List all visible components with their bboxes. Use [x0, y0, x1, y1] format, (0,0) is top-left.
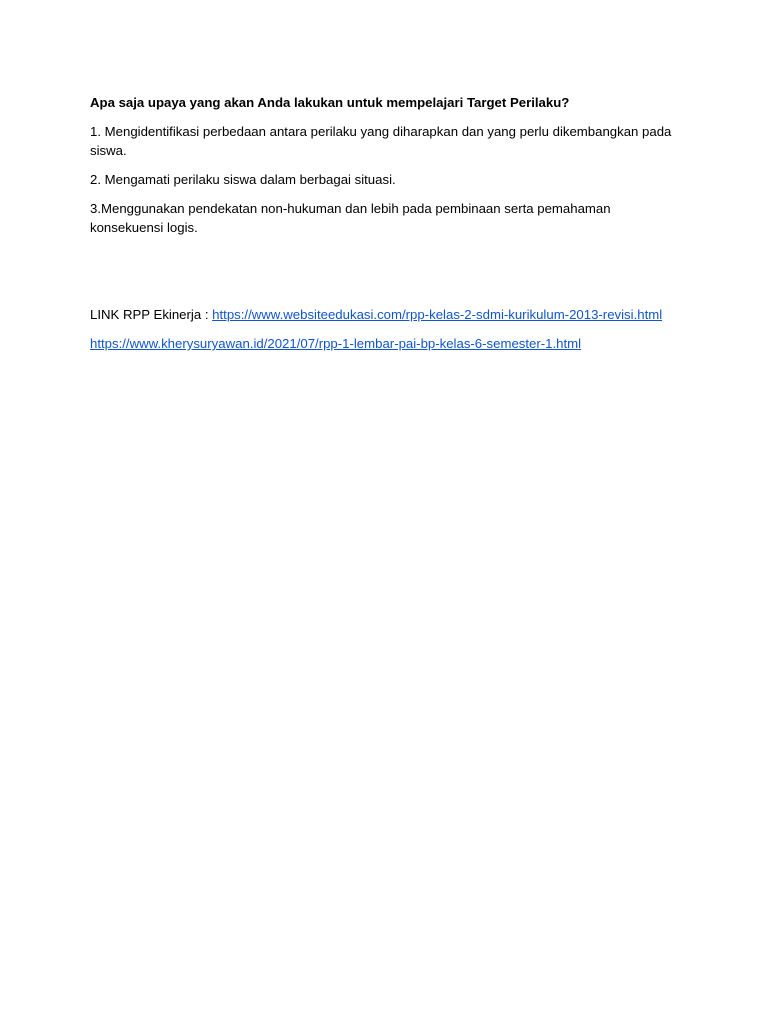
question-heading: Apa saja upaya yang akan Anda lakukan untuk mempelajari Target Perilaku?: [90, 95, 570, 110]
answer-item-2: 2. Mengamati perilaku siswa dalam berbagai situasi.: [90, 172, 396, 187]
link-label: LINK RPP Ekinerja :: [90, 307, 213, 322]
answer-item-1: 1. Mengidentifikasi perbedaan antara perilaku yang diharapkan dan yang perlu dikembangkan pada siswa.: [90, 124, 672, 158]
blank-space: [90, 247, 675, 305]
rpp-link-kherysuryawan[interactable]: https://www.kherysuryawan.id/2021/07/rpp-1-lembar-pai-bp-kelas-6-semester-1.html: [90, 336, 582, 351]
link-paragraph-2: [90, 334, 675, 353]
rpp-link-websiteedukasi[interactable]: https://www.websiteedukasi.com/rpp-kelas-2-sdmi-kurikulum-2013-revisi.html: [212, 307, 663, 322]
link-paragraph-1: [90, 305, 675, 324]
document-page: [90, 93, 675, 363]
answer-item-3: 3.Menggunakan pendekatan non-hukuman dan lebih pada pembinaan serta pemahaman konsekuensi logis.: [90, 201, 611, 235]
